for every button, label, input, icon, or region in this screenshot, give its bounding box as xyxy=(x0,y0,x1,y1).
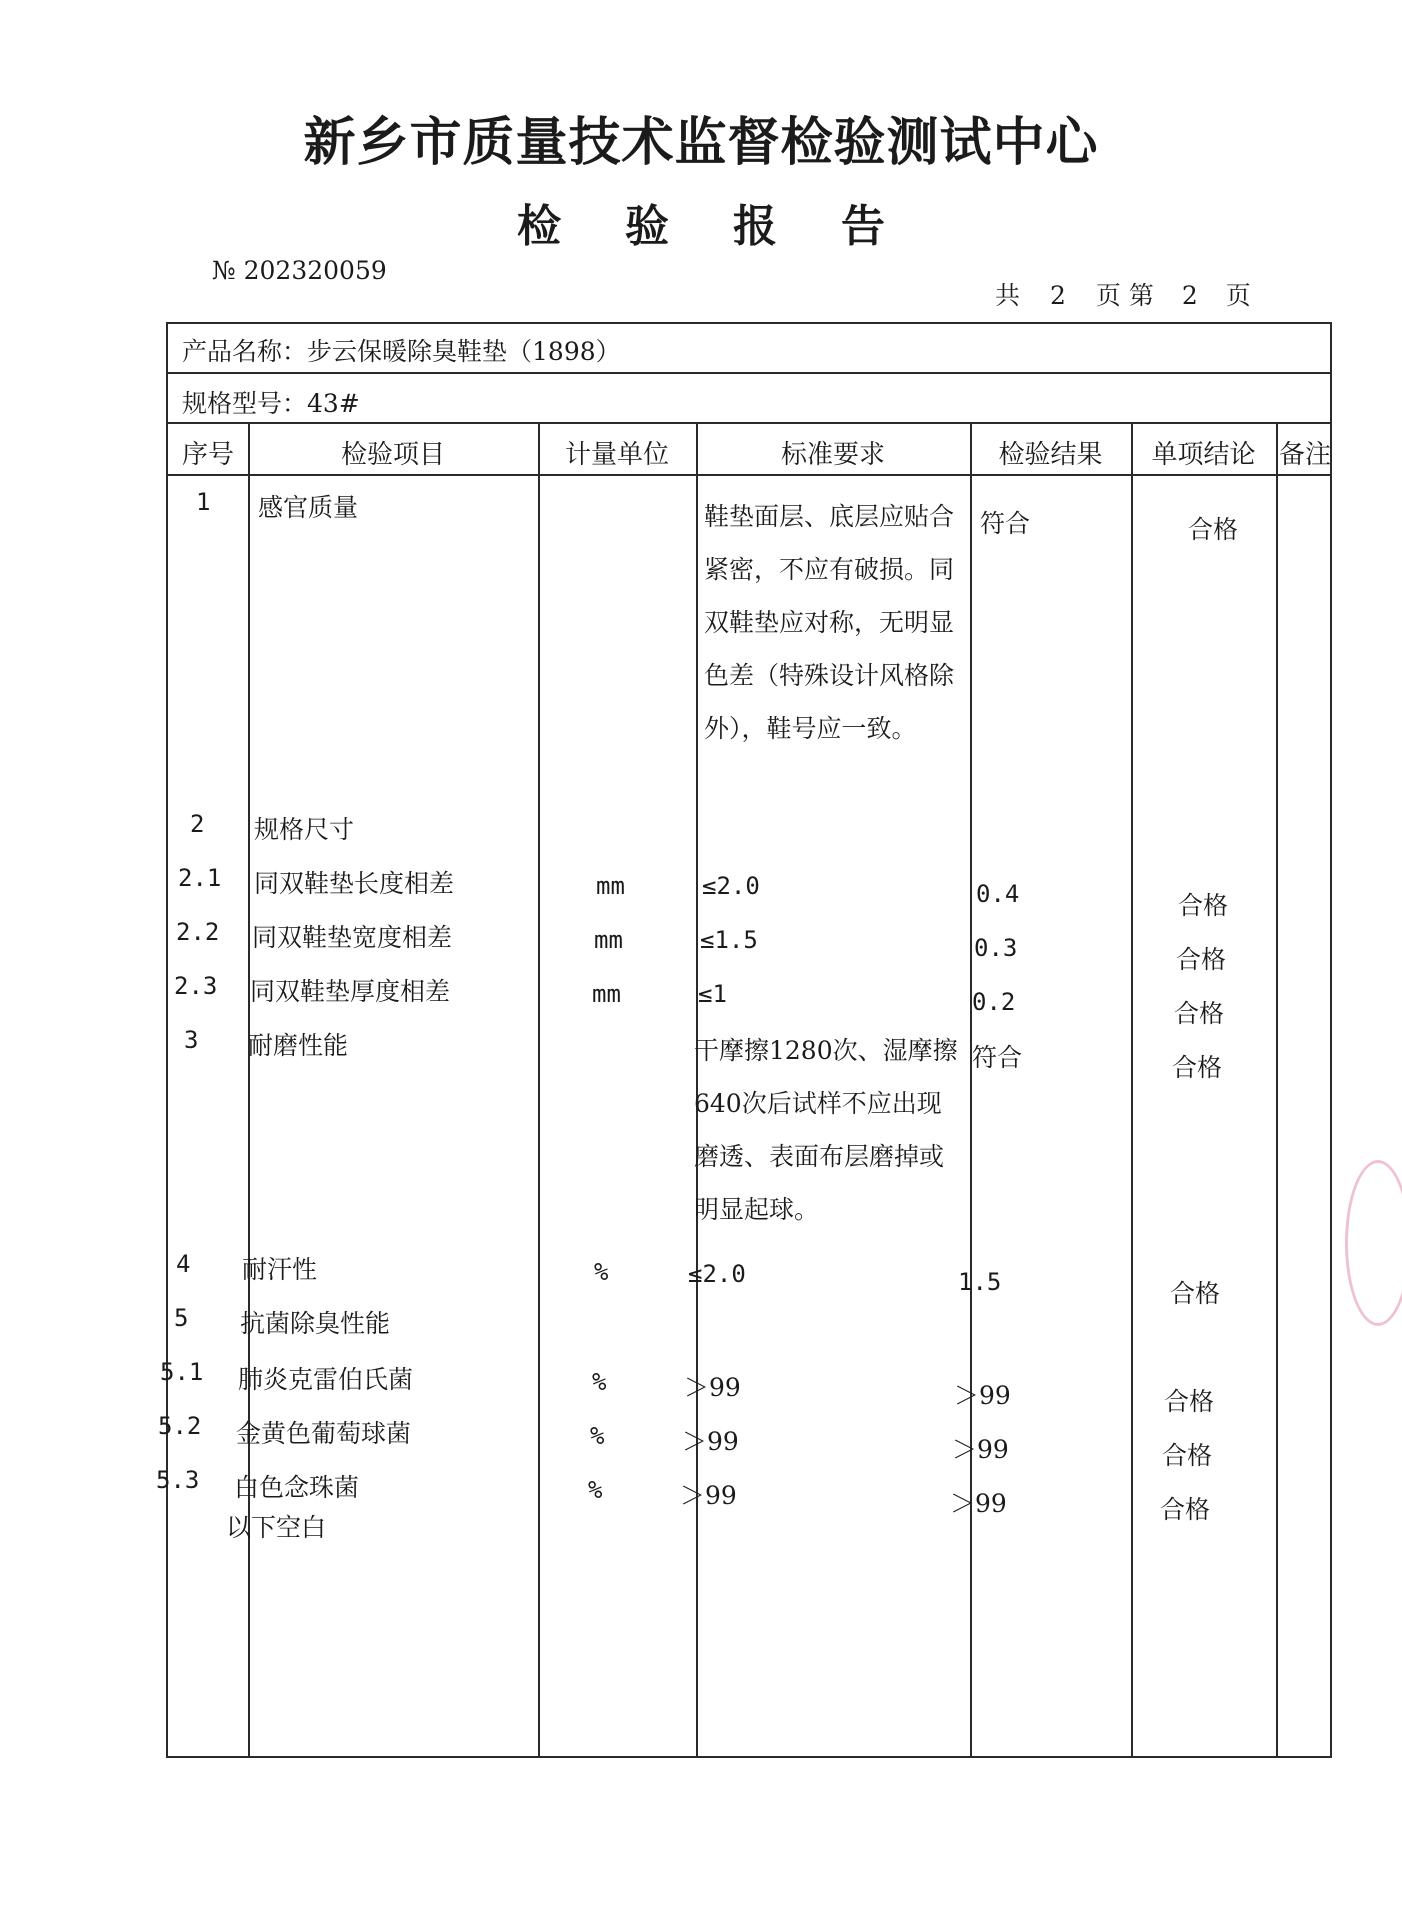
col-header-unit: 计量单位 xyxy=(564,440,669,470)
product-name-row: 产品名称：步云保暖除臭鞋垫（1898） xyxy=(182,337,621,366)
col-header-conclusion: 单项结论 xyxy=(1151,440,1256,470)
page-info: 共 2 页 第 2 页 xyxy=(995,281,1251,310)
blank-note: 以下空白 xyxy=(226,1513,327,1542)
report-title: 检验报告 xyxy=(517,201,949,252)
col-header-requirement: 标准要求 xyxy=(780,440,885,470)
official-seal xyxy=(1345,1160,1402,1326)
organization-title: 新乡市质量技术监督检验测试中心 xyxy=(303,112,1099,173)
spec-row: 规格型号：43# xyxy=(182,389,360,418)
col-header-remarks: 备注 xyxy=(1278,440,1331,470)
col-header-no: 序号 xyxy=(181,440,234,470)
col-header-item: 检验项目 xyxy=(340,440,445,470)
inspection-table: 产品名称：步云保暖除臭鞋垫（1898） 规格型号：43# 序号 检验项目 计量单位 标准要求 检验结果 单项结论 备注 1 感官质量 鞋垫面层、底层应贴合紧密，不应有破损。同双鞋垫应对称，无明显色差（特殊设计风格除外），鞋号应一致。 符合 合格 2 规格尺寸 2.1 同双鞋垫长度相差 mm ≤2.0 0.4 合格 2.2 同双鞋垫宽度相差 mm ≤1.5 0.3 合格 2.3 同双鞋垫厚度相差 mm ≤1 0.2 合格 3 耐磨性能 干摩擦1280次、湿摩擦640次后试样不应出现磨透、表面布层磨掉或明显起球。 符合 合格 4 耐汗性 % ≤2.0 1.5 合格 5 抗菌除臭性能 5.1 肺炎克雷伯氏菌 % ＞99 ＞99 合格 5.2 金黄色葡萄球菌 % ＞99 ＞99 合格 5.3 白色念珠菌 % ＞99 ＞99 合格 以下空白 xyxy=(166,322,1332,1758)
col-header-result: 检验结果 xyxy=(998,440,1103,470)
report-number: № 202320059 xyxy=(212,256,387,285)
